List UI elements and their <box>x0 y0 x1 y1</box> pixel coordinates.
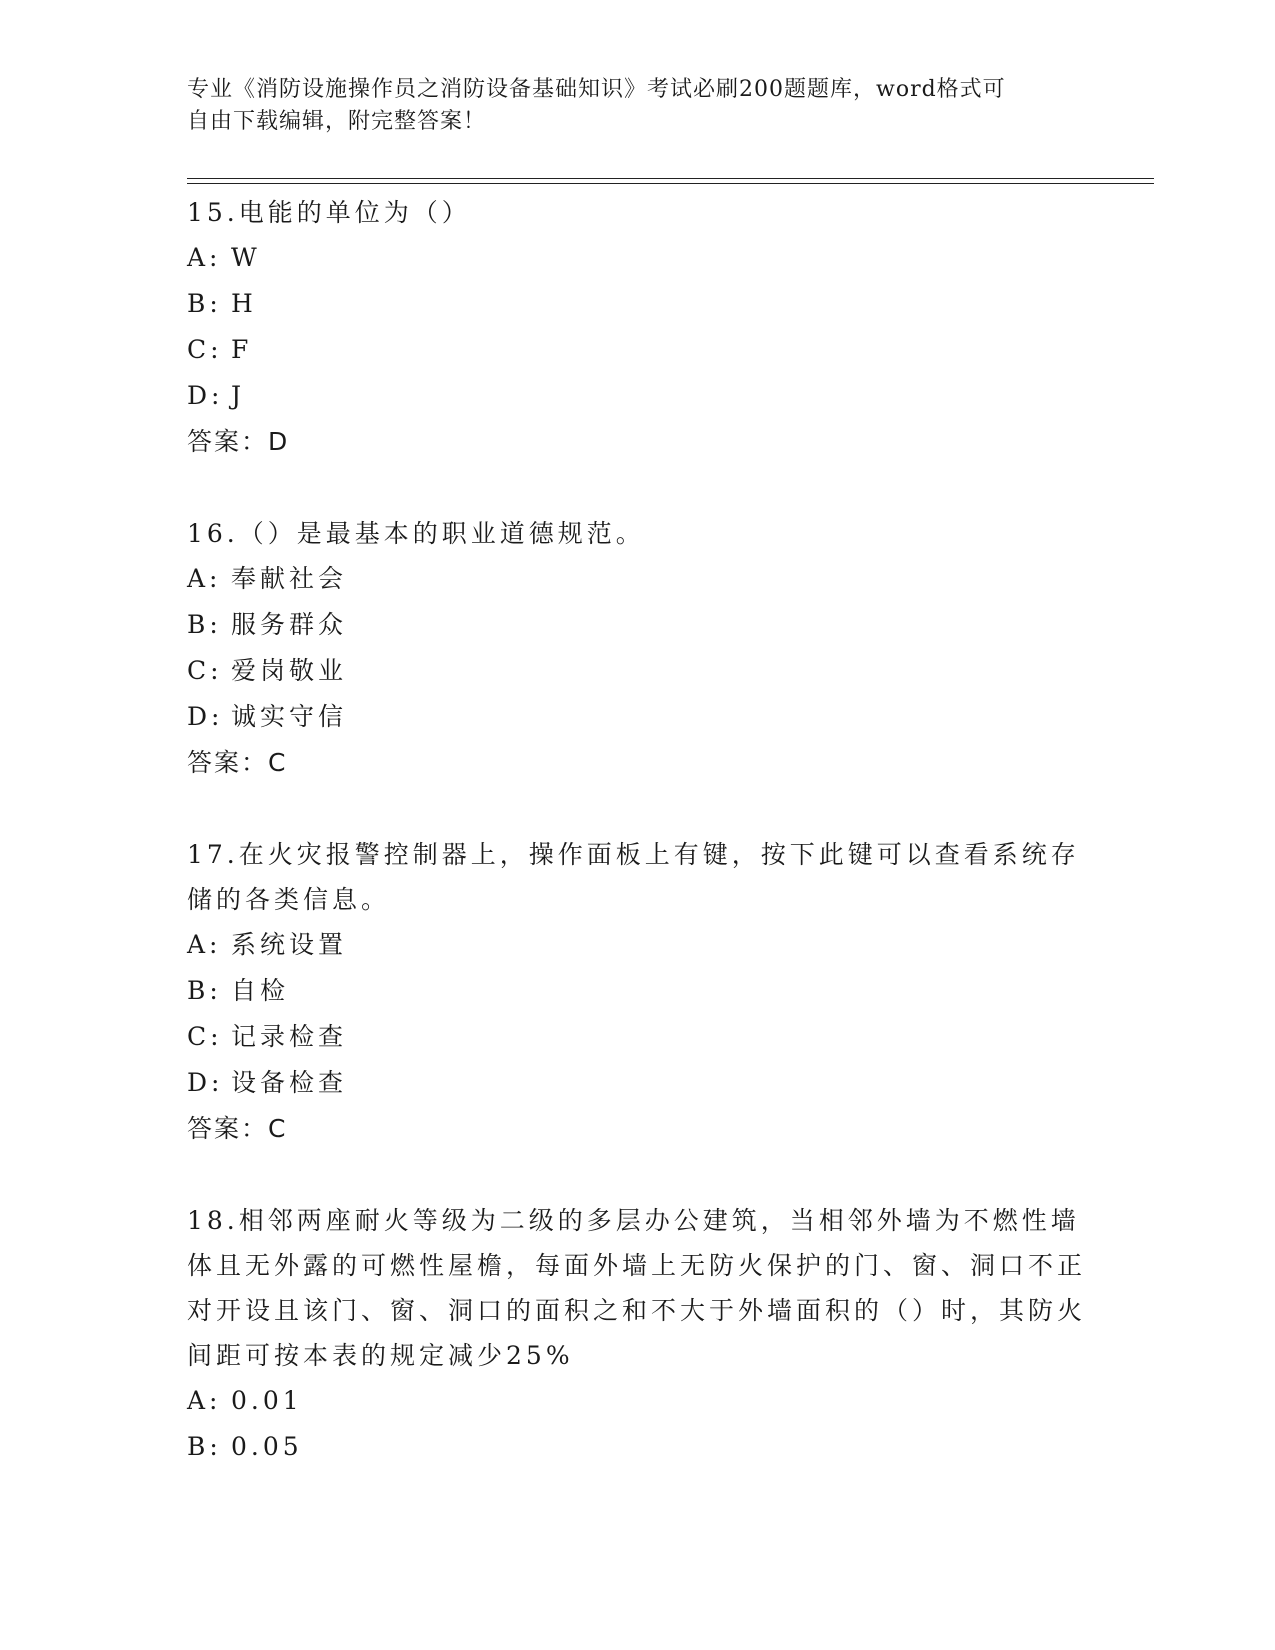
option-text: 自检 <box>231 976 290 1005</box>
answer-line: 答案：C <box>187 1114 288 1143</box>
option-key: A: <box>187 564 222 593</box>
option-a <box>187 922 1087 968</box>
option-text: 0.01 <box>231 1386 303 1415</box>
option-text: H <box>231 289 257 318</box>
question-stem: 17.在火灾报警控制器上，操作面板上有键，按下此键可以查看系统存储的各类信息。 <box>187 840 1080 914</box>
answer-line: 答案：D <box>187 427 290 456</box>
option-b <box>187 968 1087 1014</box>
answer-line: 答案：C <box>187 748 288 777</box>
option-c <box>187 327 1087 373</box>
option-key: B: <box>187 976 222 1005</box>
option-b <box>187 1424 1087 1470</box>
option-key: B: <box>187 289 222 318</box>
option-a <box>187 235 1087 281</box>
question-17 <box>187 832 1087 1152</box>
option-key: D: <box>187 702 224 731</box>
option-b <box>187 281 1087 327</box>
option-text: J <box>231 381 246 410</box>
header-line-1: 专业《消防设施操作员之消防设备基础知识》考试必刷200题题库，word格式可 <box>187 77 1006 102</box>
header-divider-top <box>187 178 1154 179</box>
option-b <box>187 602 1087 648</box>
option-text: 爱岗敬业 <box>231 656 348 685</box>
option-text: 系统设置 <box>231 930 348 959</box>
option-key: A: <box>187 1386 222 1415</box>
option-key: C: <box>187 335 223 364</box>
option-text: 服务群众 <box>231 610 348 639</box>
question-stem: 15.电能的单位为（） <box>187 198 471 227</box>
question-16 <box>187 511 1087 786</box>
option-key: D: <box>187 381 224 410</box>
option-text: 设备检查 <box>231 1068 348 1097</box>
option-c <box>187 1014 1087 1060</box>
question-stem: 18.相邻两座耐火等级为二级的多层办公建筑，当相邻外墙为不燃性墙体且无外露的可燃性屋檐，每面外墙上无防火保护的门、窗、洞口不正对开设且该门、窗、洞口的面积之和不大于外墙面积的（）时，其防火间距可按本表的规定减少25% <box>187 1206 1087 1370</box>
question-15 <box>187 190 1087 465</box>
header-line-2: 自由下载编辑，附完整答案！ <box>187 109 487 134</box>
option-text: 奉献社会 <box>231 564 348 593</box>
option-a <box>187 556 1087 602</box>
option-text: 记录检查 <box>231 1022 348 1051</box>
option-a <box>187 1378 1087 1424</box>
option-d <box>187 373 1087 419</box>
option-key: A: <box>187 930 222 959</box>
option-text: 诚实守信 <box>231 702 348 731</box>
option-key: C: <box>187 1022 223 1051</box>
option-d <box>187 1060 1087 1106</box>
option-d <box>187 694 1087 740</box>
option-c <box>187 648 1087 694</box>
option-key: A: <box>187 243 222 272</box>
header-divider-bottom <box>187 183 1154 184</box>
option-key: D: <box>187 1068 224 1097</box>
option-text: 0.05 <box>231 1432 303 1461</box>
option-key: B: <box>187 1432 222 1461</box>
option-key: C: <box>187 656 223 685</box>
option-text: F <box>231 335 253 364</box>
document-header <box>187 74 1067 138</box>
option-key: B: <box>187 610 222 639</box>
question-18 <box>187 1198 1087 1470</box>
question-stem: 16.（）是最基本的职业道德规范。 <box>187 519 645 548</box>
option-text: W <box>231 243 261 272</box>
question-list <box>187 190 1087 1516</box>
